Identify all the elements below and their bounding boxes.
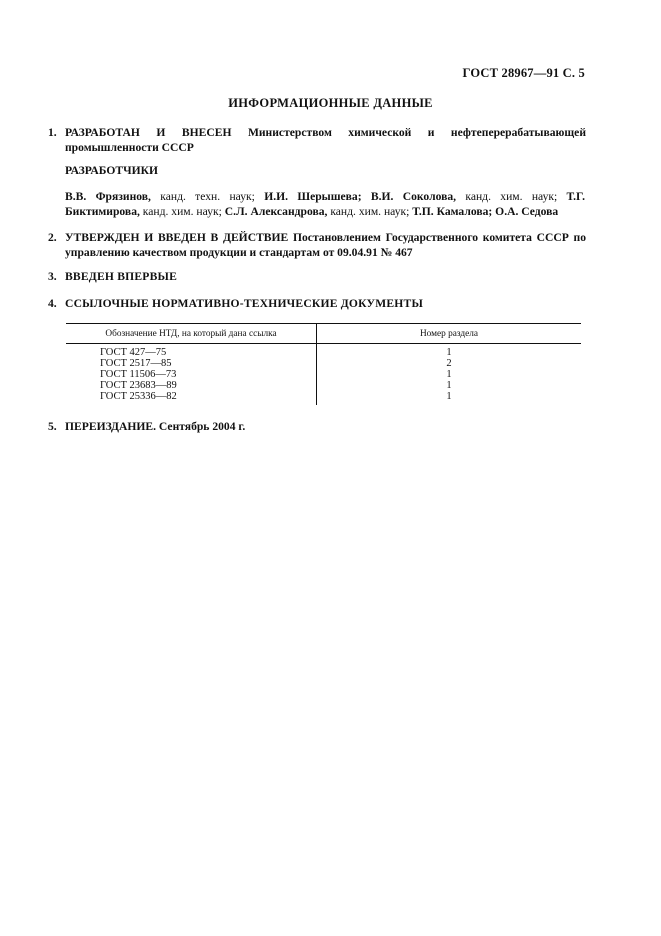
info-item-3 — [48, 269, 586, 284]
table-header-document: Обозначение НТД, на который дана ссылка — [66, 324, 317, 344]
table-row — [66, 380, 581, 391]
item-number: 3. — [48, 270, 57, 283]
info-item-1 — [48, 125, 586, 155]
developer-degree: канд. техн. наук; — [150, 190, 265, 203]
table-header-section: Номер раздела — [317, 324, 582, 344]
table-cell-document: ГОСТ 2517—85 — [66, 358, 317, 369]
table-row — [66, 369, 581, 380]
table-cell-section: 1 — [446, 380, 452, 391]
developer-name: Т.Г. Биктимирова, — [65, 190, 585, 218]
item-text: ПЕРЕИЗДАНИЕ. Сентябрь 2004 г. — [65, 420, 246, 433]
developer-name: Т.П. Камалова; — [412, 205, 493, 218]
table-cell-document: ГОСТ 25336—82 — [66, 391, 317, 405]
info-item-2 — [48, 230, 586, 260]
table-cell-document: ГОСТ 23683—89 — [66, 380, 317, 391]
developer-name: В.И. Соколова, — [370, 190, 457, 203]
item-lead: РАЗРАБОТАН И ВНЕСЕН — [65, 126, 232, 139]
developers-list — [65, 189, 585, 219]
item-number: 1. — [48, 126, 57, 139]
info-item-4 — [48, 296, 586, 311]
table-row — [66, 344, 581, 359]
table-cell-document: ГОСТ 427—75 — [66, 344, 317, 359]
table-cell-section: 1 — [446, 347, 452, 358]
developer-degree: канд. хим. наук; — [456, 190, 567, 203]
table-cell-section: 1 — [446, 391, 452, 402]
table-row — [66, 391, 581, 405]
developer-degree: канд. хим. наук; — [139, 205, 225, 218]
item-text: ССЫЛОЧНЫЕ НОРМАТИВНО-ТЕХНИЧЕСКИЕ ДОКУМЕНТЫ — [65, 297, 424, 310]
item-text: Министерством химической и нефтеперерабатывающей промышленности СССР — [65, 126, 587, 154]
item-body — [65, 230, 586, 260]
developer-name: И.И. Шерышева; — [264, 190, 362, 203]
page-header-doc-ref: ГОСТ 28967—91 С. 5 — [462, 66, 585, 80]
developers-heading: РАЗРАБОТЧИКИ — [65, 164, 159, 177]
item-number: 2. — [48, 231, 57, 244]
developer-degree: канд. хим. наук; — [327, 205, 413, 218]
reference-table — [66, 323, 581, 405]
section-title: ИНФОРМАЦИОННЫЕ ДАННЫЕ — [228, 96, 433, 110]
item-lead: УТВЕРЖДЕН И ВВЕДЕН В ДЕЙСТВИЕ — [65, 231, 289, 244]
developer-name: С.Л. Александрова, — [224, 205, 328, 218]
table-cell-document: ГОСТ 11506—73 — [66, 369, 317, 380]
developer-degree — [362, 190, 371, 203]
table-cell-section: 2 — [446, 358, 452, 369]
item-text: ВВЕДЕН ВПЕРВЫЕ — [65, 270, 178, 283]
item-body — [65, 125, 586, 155]
info-item-5 — [48, 419, 586, 434]
item-number: 5. — [48, 420, 57, 433]
developer-name: О.А. Седова — [495, 205, 559, 218]
developer-name: В.В. Фрязинов, — [65, 190, 151, 203]
table-cell-section: 1 — [446, 369, 452, 380]
item-text: Постановлением Государственного комитета СССР по управлению качеством продукции и стандартам от 09.04.91 № 467 — [65, 231, 586, 259]
item-number: 4. — [48, 297, 57, 310]
table-row — [66, 358, 581, 369]
